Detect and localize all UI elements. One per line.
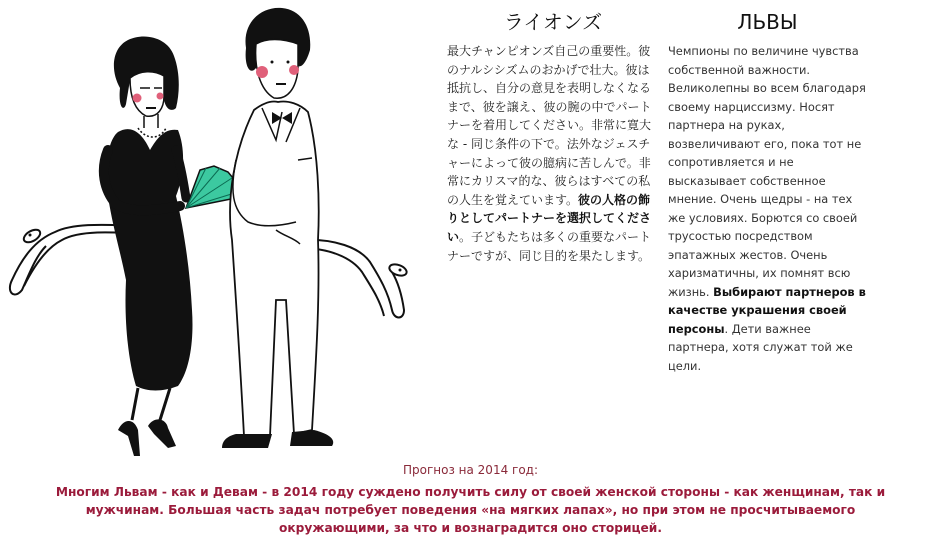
man-shoe-right [290, 430, 333, 446]
couple-illustration [0, 0, 440, 470]
russian-bold-text: Выбирают партнеров в качестве украшения своей персоны [668, 284, 866, 336]
forecast-block [0, 462, 941, 537]
forecast-text: Многим Львам - как и Девам - в 2014 году суждено получить силу от своей женской стороны - как женщинам, так и мужчинам. Большая часть задач потребует поведения «на мягких лапах», но при этом не просчитываемого окружающими, за что и вознаградится оно сторицей. [55, 485, 886, 535]
japanese-text-1: 最大チャンピオンズ自己の重要性。彼のナルシシズムのおかげで壮大。彼は抵抗し、自分の意見を表明しなくなるまで、彼を譲え、彼の腕の中でパートナーを着用してください。非常に寛大な - 同じ条件の下で。法外なジェスチャーによって彼の臆病に苦しんで。非常にカリスマ的な、彼らはすべての私の人生を覚えています。 [447, 44, 652, 207]
russian-column [665, 8, 870, 375]
man-cheek [256, 66, 268, 78]
japanese-title: ライオンズ [503, 10, 603, 34]
japanese-text-2: 。子どもたちは多くの重要なパートナーですが、同じ目的を果たします。 [447, 229, 652, 263]
woman-shoe-left [118, 421, 140, 456]
woman-cheek [133, 94, 142, 103]
russian-text-1: Чемпионы по величине чувства собственной важности. Великолепны во всем благодаря своему нарциссизму. Носят партнера на руках, возвеличивают его, пока тот не сопротивляется и не высказывает собственное мнение. Очень щедры - на тех же условиях. Борются со своей трусостью посредством эпатажных жестов. Очень харизматичны, их помнят всю жизнь. [668, 44, 866, 299]
forecast-title: Прогноз на 2014 год: [402, 463, 539, 477]
woman-shoe-right [148, 419, 176, 448]
man-shoe-left [222, 434, 272, 448]
tail-head-right [388, 262, 408, 278]
man-suit [230, 101, 319, 436]
japanese-body [447, 42, 659, 265]
russian-text-2: . Дети важнее партнера, хотя служат той же цели. [668, 321, 853, 373]
russian-title: ЛЬВЫ [737, 10, 798, 34]
russian-body [665, 42, 870, 375]
japanese-bold-text: 彼の人格の飾りとしてパートナーを選択してください [447, 192, 652, 244]
japanese-column [447, 8, 659, 265]
